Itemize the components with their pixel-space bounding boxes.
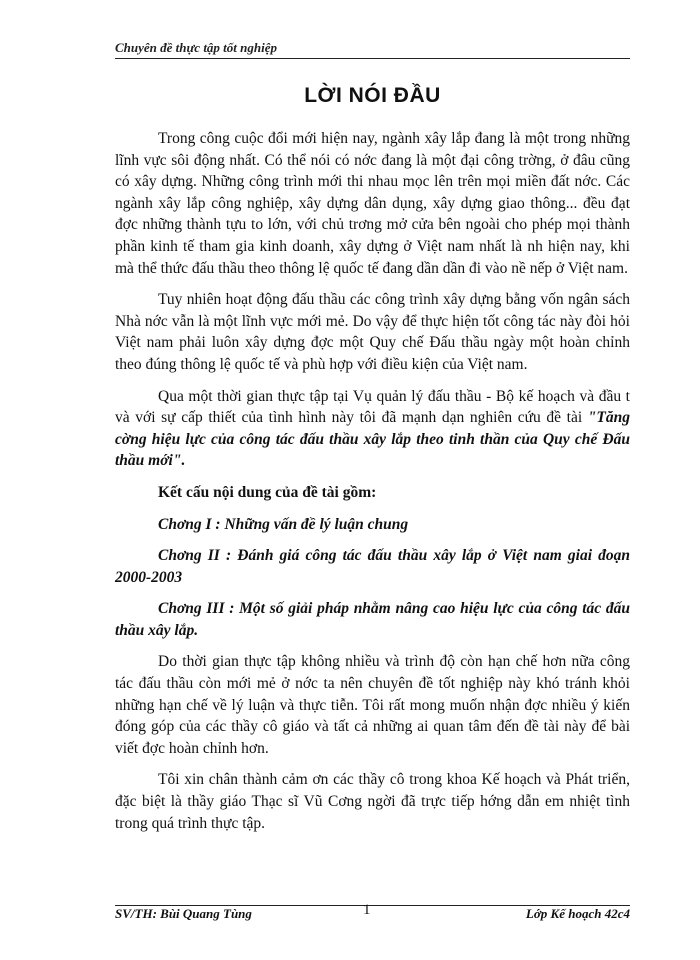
page-footer — [115, 902, 630, 926]
structure-heading: Kết cấu nội dung của đề tài gồm: — [158, 483, 377, 501]
paragraph-topic — [115, 386, 630, 472]
chapter-1: Chơng I : Những vấn đề lý luận chung — [158, 515, 409, 533]
page-header — [115, 38, 630, 59]
running-title: Chuyên đề thực tập tốt nghiệp — [115, 40, 277, 55]
chapter-3: Chơng III : Một số giải pháp nhằm nâng cao hiệu lực của công tác đấu thầu xây lắp. — [115, 600, 630, 639]
topic-title: "Tăng cờng hiệu lực của công tác đấu thầu xây lắp theo tinh thần của Quy chế Đấu thầu mới". — [115, 409, 630, 470]
document-body — [115, 128, 630, 844]
chapter-2: Chơng II : Đánh giá công tác đấu thầu xây lắp ở Việt nam giai đoạn 2000-2003 — [115, 547, 630, 586]
paragraph-bidding: Tuy nhiên hoạt động đấu thầu các công trình xây dựng bằng vốn ngân sách Nhà nớc vẫn là một lĩnh vực mới mẻ. Do vậy để thực hiện tốt công tác này đòi hỏi Việt nam phải luôn xây dựng đợc một Quy chế Đấu thầu ngày một hoàn chỉnh theo đúng thông lệ quốc tế và phù hợp với điều kiện của Việt nam. — [115, 291, 630, 373]
paragraph-intro: Trong công cuộc đổi mới hiện nay, ngành xây lắp đang là một trong những lĩnh vực sôi động nhất. Có thể nói có nớc đang là một đại công trờng, ở đâu cũng có xây dựng. Những công trình mới thi nhau mọc lên trên mọi miền đất nớc. Các ngành xây lắp công nghiệp, xây dựng dân dụng, xây dựng giao thông... đều đạt đợc những thành tựu to lớn, với chủ trơng mở cửa bên ngoài cho phép mọi thành phần kinh tế tham gia kinh doanh, xây dựng ở Việt nam nhất là nh hiện nay, khi mà thể thức đấu thầu theo thông lệ quốc tế đang dần dần đi vào nề nếp ở Việt nam. — [115, 130, 630, 277]
footer-author: SV/TH: Bùi Quang Tùng — [115, 906, 252, 921]
page-title: LỜI NÓI ĐẦU — [304, 84, 441, 107]
footer-class: Lớp Kế hoạch 42c4 — [525, 906, 630, 921]
paragraph-topic-text: Qua một thời gian thực tập tại Vụ quản lý đấu thầu - Bộ kế hoạch và đầu t và với sự cấp thiết của tình hình này tôi đã mạnh dạn nghiên cứu đề tài — [115, 387, 630, 427]
paragraph-limitations: Do thời gian thực tập không nhiều và trình độ còn hạn chế hơn nữa công tác đấu thầu còn mới mẻ ở nớc ta nên chuyên đề tốt nghiệp này khó tránh khỏi những hạn chế về lý luận và thực tiễn. Tôi rất mong muốn nhận đợc nhiều ý kiến đóng góp của các thầy cô giáo và tất cả những ai quan tâm đến đề tài này để bài viết đợc hoàn chỉnh hơn. — [115, 653, 630, 757]
page-number: 1 — [363, 902, 371, 918]
paragraph-thanks: Tôi xin chân thành cảm ơn các thầy cô trong khoa Kế hoạch và Phát triển, đặc biệt là thầy giáo Thạc sĩ Vũ Cơng ngời đã trực tiếp hớng dẫn em nhiệt tình trong quá trình thực tập. — [115, 771, 630, 832]
